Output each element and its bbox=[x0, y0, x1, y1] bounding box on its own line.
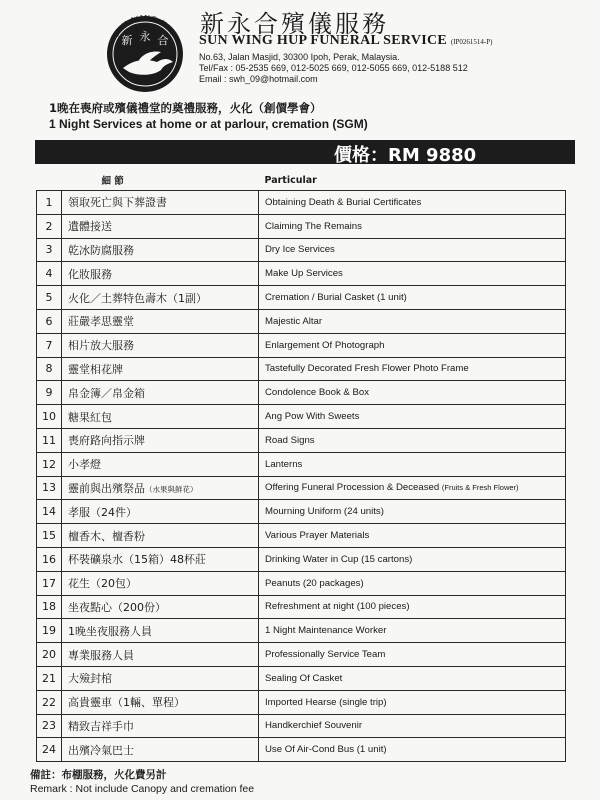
row-chinese-text: 精致吉祥手巾 bbox=[68, 719, 134, 733]
row-english-cell bbox=[259, 238, 566, 262]
row-english-text: Drinking Water in Cup (15 cartons) bbox=[265, 553, 413, 565]
row-english-cell bbox=[259, 262, 566, 286]
price-label: 價格：RM 9880 bbox=[334, 145, 477, 166]
row-chinese-cell bbox=[62, 333, 259, 357]
table-row bbox=[37, 309, 566, 333]
table-row bbox=[37, 428, 566, 452]
row-chinese-text: 花生（20包） bbox=[68, 577, 137, 591]
table-row bbox=[37, 643, 566, 667]
row-chinese-cell bbox=[62, 666, 259, 690]
row-number: 15 bbox=[37, 524, 62, 548]
row-chinese-text: 糖果紅包 bbox=[68, 410, 112, 424]
row-english-text: Professionally Service Team bbox=[265, 649, 386, 661]
company-name-english bbox=[199, 33, 492, 49]
row-chinese-cell bbox=[62, 714, 259, 738]
table-row bbox=[37, 571, 566, 595]
contact-info bbox=[199, 52, 468, 85]
row-chinese-text: 靈堂相花牌 bbox=[68, 362, 123, 376]
row-english-text: Dry Ice Services bbox=[265, 244, 335, 256]
row-number: 11 bbox=[37, 428, 62, 452]
row-english-cell bbox=[259, 333, 566, 357]
row-chinese-text: 出殯冷氣巴士 bbox=[68, 743, 134, 757]
table-row bbox=[37, 714, 566, 738]
row-chinese-cell bbox=[62, 286, 259, 310]
table-row bbox=[37, 333, 566, 357]
row-english-cell bbox=[259, 191, 566, 215]
row-chinese-cell bbox=[62, 524, 259, 548]
row-number: 19 bbox=[37, 619, 62, 643]
row-chinese-text: 火化／土葬特色壽木（1副） bbox=[68, 291, 207, 305]
remark-english: Remark : Not include Canopy and cremation fee bbox=[30, 783, 255, 795]
address: No.63, Jalan Masjid, 30300 Ipoh, Perak, Malaysia. bbox=[199, 52, 400, 62]
row-number: 13 bbox=[37, 476, 62, 500]
row-english-cell bbox=[259, 547, 566, 571]
row-english-text: Claiming The Remains bbox=[265, 220, 362, 232]
row-number: 12 bbox=[37, 452, 62, 476]
row-number: 18 bbox=[37, 595, 62, 619]
table-row bbox=[37, 262, 566, 286]
table-row bbox=[37, 738, 566, 762]
row-chinese-text: 孝服（24件） bbox=[68, 505, 137, 519]
table-row bbox=[37, 405, 566, 429]
table-row bbox=[37, 381, 566, 405]
row-number: 24 bbox=[37, 738, 62, 762]
table-row bbox=[37, 476, 566, 500]
row-chinese-text: 高貴靈車（1輛、單程） bbox=[68, 696, 185, 710]
table-row bbox=[37, 524, 566, 548]
row-number: 6 bbox=[37, 309, 62, 333]
row-chinese-text: 大殮封棺 bbox=[68, 672, 112, 686]
row-english-cell bbox=[259, 500, 566, 524]
table-row bbox=[37, 357, 566, 381]
row-english-cell bbox=[259, 690, 566, 714]
row-chinese-text: 專業服務人員 bbox=[68, 648, 134, 662]
row-chinese-text: 莊嚴孝思靈堂 bbox=[68, 315, 134, 329]
row-chinese-text: 杯裝礦泉水（15箱）48杯莊 bbox=[68, 553, 206, 567]
row-chinese-text: 化妝服務 bbox=[68, 267, 112, 281]
row-chinese-cell bbox=[62, 381, 259, 405]
logo-char-3: 合 bbox=[157, 34, 169, 47]
row-number: 20 bbox=[37, 643, 62, 667]
row-chinese-text: 靈前與出殯祭品 bbox=[68, 481, 145, 495]
row-chinese-cell bbox=[62, 738, 259, 762]
table-row bbox=[37, 214, 566, 238]
row-number: 2 bbox=[37, 214, 62, 238]
table-header-num bbox=[37, 170, 62, 191]
row-english-cell bbox=[259, 476, 566, 500]
row-chinese-text: 乾冰防腐服務 bbox=[68, 243, 134, 257]
row-english-cell bbox=[259, 405, 566, 429]
row-chinese-cell bbox=[62, 405, 259, 429]
row-chinese-cell bbox=[62, 309, 259, 333]
row-english-note: (Fruits & Fresh Flower) bbox=[441, 483, 519, 493]
row-english-cell bbox=[259, 666, 566, 690]
table-row bbox=[37, 595, 566, 619]
row-english-cell bbox=[259, 428, 566, 452]
row-english-text: Various Prayer Materials bbox=[265, 530, 370, 542]
row-english-text: Handkerchief Souvenir bbox=[265, 720, 363, 732]
row-chinese-note: （水果與鮮花） bbox=[145, 484, 198, 494]
row-chinese-cell bbox=[62, 476, 259, 500]
row-english-text: Mourning Uniform (24 units) bbox=[265, 506, 384, 518]
row-number: 10 bbox=[37, 405, 62, 429]
row-english-text: Enlargement Of Photograph bbox=[265, 339, 385, 351]
row-chinese-text: 檀香木、檀香粉 bbox=[68, 529, 145, 543]
logo-char-1: 新 bbox=[121, 34, 133, 47]
logo-char-2: 永 bbox=[139, 30, 151, 43]
row-english-cell bbox=[259, 643, 566, 667]
table-body bbox=[37, 191, 566, 762]
row-chinese-cell bbox=[62, 595, 259, 619]
row-chinese-cell bbox=[62, 214, 259, 238]
row-english-cell bbox=[259, 619, 566, 643]
row-number: 3 bbox=[37, 238, 62, 262]
row-chinese-text: 領取死亡與下葬證書 bbox=[68, 196, 167, 210]
row-chinese-cell bbox=[62, 238, 259, 262]
row-chinese-text: 小孝燈 bbox=[68, 458, 101, 472]
row-chinese-cell bbox=[62, 262, 259, 286]
services-table bbox=[36, 170, 566, 762]
row-number: 5 bbox=[37, 286, 62, 310]
row-number: 14 bbox=[37, 500, 62, 524]
row-chinese-cell bbox=[62, 571, 259, 595]
row-chinese-text: 遺體接送 bbox=[68, 220, 112, 234]
email: Email : swh_09@hotmail.com bbox=[199, 74, 318, 84]
row-chinese-cell bbox=[62, 428, 259, 452]
row-english-text: Use Of Air-Cond Bus (1 unit) bbox=[265, 744, 387, 756]
table-row bbox=[37, 191, 566, 215]
row-number: 22 bbox=[37, 690, 62, 714]
row-chinese-cell bbox=[62, 619, 259, 643]
package-title-english: 1 Night Services at home or at parlour, cremation (SGM) bbox=[49, 117, 368, 131]
row-english-cell bbox=[259, 286, 566, 310]
row-english-cell bbox=[259, 309, 566, 333]
price-bar bbox=[35, 140, 575, 164]
row-english-text: Offering Funeral Procession & Deceased bbox=[265, 482, 440, 494]
row-english-cell bbox=[259, 524, 566, 548]
row-chinese-cell bbox=[62, 643, 259, 667]
row-chinese-text: 相片放大服務 bbox=[68, 339, 134, 353]
row-chinese-cell bbox=[62, 357, 259, 381]
row-english-text: Make Up Services bbox=[265, 268, 343, 280]
row-chinese-cell bbox=[62, 500, 259, 524]
table-row bbox=[37, 547, 566, 571]
table-row bbox=[37, 286, 566, 310]
row-english-cell bbox=[259, 571, 566, 595]
row-english-text: Tastefully Decorated Fresh Flower Photo Frame bbox=[265, 363, 469, 375]
row-english-text: Obtaining Death & Burial Certificates bbox=[265, 196, 422, 208]
row-number: 1 bbox=[37, 191, 62, 215]
table-header-english: Particular bbox=[259, 170, 566, 191]
table-header-chinese: 細 節 bbox=[62, 170, 259, 191]
row-english-text: Majestic Altar bbox=[265, 315, 323, 327]
row-english-text: 1 Night Maintenance Worker bbox=[265, 625, 387, 637]
row-english-cell bbox=[259, 357, 566, 381]
row-english-text: Cremation / Burial Casket (1 unit) bbox=[265, 292, 407, 304]
table-row bbox=[37, 452, 566, 476]
row-number: 4 bbox=[37, 262, 62, 286]
row-english-cell bbox=[259, 381, 566, 405]
row-number: 17 bbox=[37, 571, 62, 595]
row-english-text: Sealing Of Casket bbox=[265, 672, 343, 684]
row-english-cell bbox=[259, 595, 566, 619]
row-english-text: Lanterns bbox=[265, 458, 303, 470]
row-english-cell bbox=[259, 738, 566, 762]
remark-chinese: 備註：布棚服務，火化費另計 bbox=[30, 769, 167, 781]
package-title-chinese: 1晚在喪府或殯儀禮堂的奠禮服務，火化（創價學會） bbox=[49, 101, 322, 115]
row-english-cell bbox=[259, 452, 566, 476]
table-header-row bbox=[37, 170, 566, 191]
row-chinese-cell bbox=[62, 452, 259, 476]
row-number: 16 bbox=[37, 547, 62, 571]
row-chinese-text: 喪府路向指示牌 bbox=[68, 434, 145, 448]
row-english-text: Imported Hearse (single trip) bbox=[265, 696, 387, 708]
table-row bbox=[37, 690, 566, 714]
row-number: 8 bbox=[37, 357, 62, 381]
company-name-chinese: 新永合殯儀服務 bbox=[200, 10, 389, 38]
company-name: SUN WING HUP FUNERAL SERVICE bbox=[199, 33, 448, 48]
row-english-text: Refreshment at night (100 pieces) bbox=[265, 601, 410, 613]
row-chinese-text: 1晚坐夜服務人員 bbox=[68, 624, 152, 638]
row-english-text: Condolence Book & Box bbox=[265, 387, 369, 399]
row-number: 21 bbox=[37, 666, 62, 690]
row-english-text: Peanuts (20 packages) bbox=[265, 577, 364, 589]
phone-numbers: Tel/Fax : 05-2535 669, 012-5025 669, 012-5055 669, 012-5188 512 bbox=[199, 63, 468, 73]
table-row bbox=[37, 666, 566, 690]
row-number: 23 bbox=[37, 714, 62, 738]
row-chinese-text: 帛金簿／帛金箱 bbox=[68, 386, 145, 400]
logo-arc-text: SUN WING HUP bbox=[111, 12, 179, 39]
row-chinese-cell bbox=[62, 690, 259, 714]
row-chinese-cell bbox=[62, 191, 259, 215]
row-english-cell bbox=[259, 714, 566, 738]
row-chinese-cell bbox=[62, 547, 259, 571]
row-chinese-text: 坐夜點心（200份） bbox=[68, 600, 166, 614]
row-english-cell bbox=[259, 214, 566, 238]
table-row bbox=[37, 500, 566, 524]
company-logo bbox=[103, 10, 187, 94]
row-number: 9 bbox=[37, 381, 62, 405]
row-english-text: Road Signs bbox=[265, 434, 315, 446]
row-english-text: Ang Pow With Sweets bbox=[265, 411, 360, 423]
table-row bbox=[37, 238, 566, 262]
row-number: 7 bbox=[37, 333, 62, 357]
table-row bbox=[37, 619, 566, 643]
registration-number: (IP0261514-P) bbox=[450, 38, 493, 46]
